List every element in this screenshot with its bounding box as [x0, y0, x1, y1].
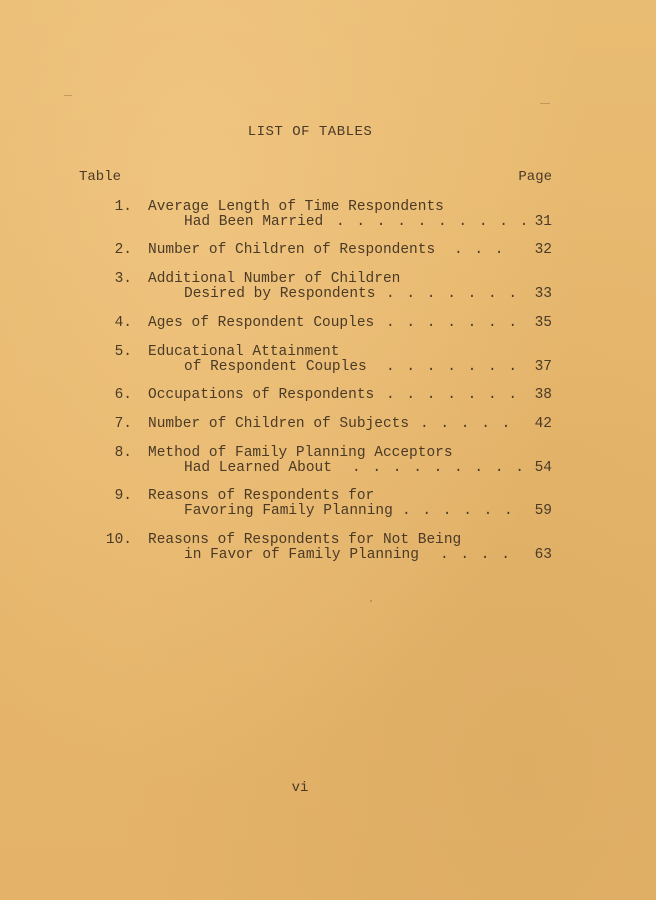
table-title-line2: Had Learned About [184, 460, 332, 476]
table-title-line2: Desired by Respondents [184, 286, 376, 302]
table-column-header: Table [79, 169, 122, 185]
leader-dots: . . . . . . [402, 503, 515, 519]
leader-dots: . . . . . . . [386, 359, 519, 375]
table-title-line1: Ages of Respondent Couples [148, 315, 375, 331]
leader-dots: . . . . . . . . . . [336, 214, 530, 230]
table-title-line1: Additional Number of Children [148, 271, 401, 287]
table-title-line2: Had Been Married [184, 214, 324, 230]
leader-dots: . . . . . [420, 416, 512, 432]
table-number: 3. [114, 271, 132, 287]
paper-speck [370, 600, 372, 602]
page-number: 63 [534, 547, 552, 563]
page-number: 59 [534, 503, 552, 519]
table-title-line1: Reasons of Respondents for [148, 488, 375, 504]
leader-dots: . . . [454, 242, 506, 258]
page-number: 42 [534, 416, 552, 432]
page-number: 32 [534, 242, 552, 258]
page-number: 31 [534, 214, 552, 230]
table-number: 6. [114, 387, 132, 403]
page-title: LIST OF TABLES [247, 124, 373, 140]
table-title-line2: of Respondent Couples [184, 359, 367, 375]
page-column-header: Page [518, 169, 552, 185]
paper-speck [64, 95, 72, 96]
table-title-line1: Number of Children of Subjects [148, 416, 410, 432]
leader-dots: . . . . . . . [386, 286, 519, 302]
table-title-line1: Number of Children of Respondents [148, 242, 436, 258]
leader-dots: . . . . . . . [386, 387, 519, 403]
page-number: 33 [534, 286, 552, 302]
table-title-line2: Favoring Family Planning [184, 503, 393, 519]
table-title-line2: in Favor of Family Planning [184, 547, 419, 563]
page-number: 37 [534, 359, 552, 375]
table-title-line1: Reasons of Respondents for Not Being [148, 532, 462, 548]
table-number: 10. [105, 532, 132, 548]
table-title-line1: Method of Family Planning Acceptors [148, 445, 453, 461]
table-number: 1. [114, 199, 132, 215]
table-number: 2. [114, 242, 132, 258]
page-number: 35 [534, 315, 552, 331]
page-number: 38 [534, 387, 552, 403]
page-number: 54 [534, 460, 552, 476]
table-title-line1: Occupations of Respondents [148, 387, 375, 403]
table-number: 8. [114, 445, 132, 461]
paper-speck [540, 103, 550, 104]
table-title-line1: Educational Attainment [148, 344, 340, 360]
table-number: 4. [114, 315, 132, 331]
page-footer-number: vi [291, 780, 309, 796]
leader-dots: . . . . . . . [386, 315, 519, 331]
leader-dots: . . . . [440, 547, 512, 563]
table-number: 9. [114, 488, 132, 504]
table-number: 5. [114, 344, 132, 360]
leader-dots: . . . . . . . . . [352, 460, 526, 476]
table-number: 7. [114, 416, 132, 432]
table-title-line1: Average Length of Time Respondents [148, 199, 444, 215]
